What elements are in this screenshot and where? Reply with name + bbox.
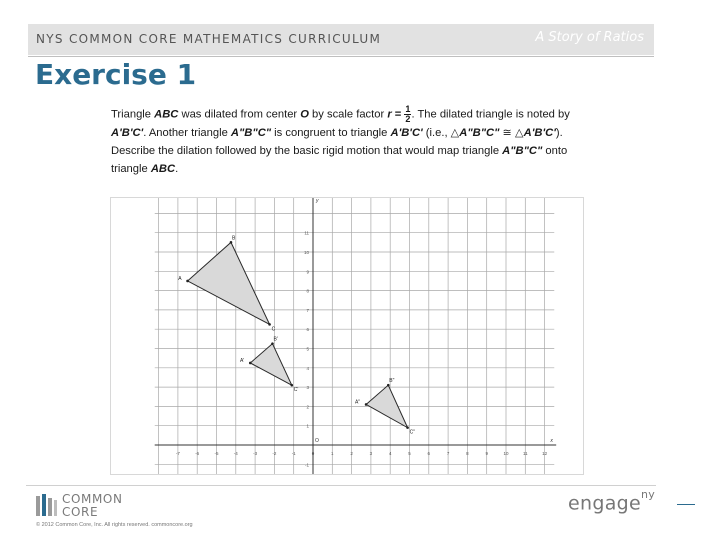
x-tick-label: 11 (522, 451, 528, 456)
x-tick-label: -3 (253, 451, 258, 456)
x-tick-label: 5 (408, 451, 411, 456)
vertex-label: C' (293, 387, 299, 394)
x-tick-label: 0 (311, 451, 315, 456)
origin-label: O (315, 438, 319, 444)
vertex-label: B" (389, 378, 395, 385)
vertex-point (249, 362, 252, 365)
x-tick-label: 3 (369, 451, 373, 456)
x-tick-label: -4 (233, 451, 238, 456)
x-tick-label: -5 (214, 451, 219, 456)
vertex-point (387, 384, 390, 387)
x-tick-label: -1 (291, 451, 296, 456)
vertex-label: C (271, 326, 276, 333)
vertex-point (186, 280, 189, 283)
x-tick-label: 4 (388, 451, 392, 456)
footer-accent-dash (677, 504, 695, 505)
vertex-point (290, 384, 293, 387)
coordinate-graph (110, 197, 584, 475)
y-tick-label: 10 (303, 250, 309, 255)
problem-statement: Triangle ABC was dilated from center O by scale factor r = $\frac{1}{2}$ . The dilated triangle is noted by A'B'C'. Another triangle A"B"C" is congruent to triangle A'B'C' (i.e., △A"B"C" ≅ △A'B'C'). Describe the dilation followed by the basic rigid motion that would map triangle A"B"C" onto triangle ABC. (111, 104, 570, 175)
y-tick-label: 8 (306, 288, 309, 294)
x-tick-label: 8 (466, 451, 469, 456)
x-tick-label: -2 (272, 451, 277, 456)
x-tick-label: 7 (446, 451, 450, 456)
triangle-2 (250, 344, 291, 385)
x-axis-label: x (550, 438, 553, 444)
vertex-label: A (178, 275, 182, 282)
copyright-notice: © 2012 Common Core, Inc. All rights reserved. commoncore.org (36, 522, 193, 528)
x-tick-label: 1 (331, 451, 334, 456)
y-tick-label: -1 (304, 462, 309, 468)
x-tick-label: 2 (350, 451, 353, 456)
module-header: A Story of Ratios (535, 30, 644, 45)
common-core-logo-icon (36, 494, 58, 516)
y-tick-label: 11 (304, 230, 309, 236)
y-tick-label: 5 (306, 346, 309, 352)
logo-text-line2: CORE (62, 505, 99, 519)
y-tick-label: 2 (306, 404, 309, 410)
vertex-point (365, 403, 368, 406)
y-axis-label: y (316, 198, 319, 204)
coordinate-plane (111, 198, 585, 476)
y-tick-label: 3 (306, 385, 309, 391)
x-tick-label: 6 (427, 451, 431, 456)
footer-divider (26, 485, 656, 486)
logo-text-line1: COMMON (62, 492, 123, 506)
y-tick-label: 1 (306, 423, 309, 429)
vertex-label: B' (273, 336, 278, 343)
vertex-label: B (231, 235, 236, 242)
page-title: Exercise 1 (35, 58, 197, 91)
y-tick-label: 9 (306, 269, 309, 275)
x-tick-label: 12 (542, 451, 548, 456)
vertex-label: A' (239, 357, 245, 364)
x-tick-label: 10 (503, 451, 509, 456)
y-tick-label: 4 (306, 365, 309, 371)
curriculum-header: NYS COMMON CORE MATHEMATICS CURRICULUM (36, 32, 382, 46)
vertex-point (230, 241, 233, 244)
y-tick-label: 6 (306, 327, 309, 333)
triangle-1 (188, 242, 270, 324)
header-divider (28, 56, 654, 57)
x-tick-label: 9 (485, 451, 488, 456)
vertex-point (271, 342, 274, 345)
vertex-point (406, 426, 409, 429)
engageny-logo: engage$^{ny}$ (568, 488, 656, 515)
vertex-label: A" (354, 399, 361, 406)
x-tick-label: -6 (195, 451, 200, 456)
x-tick-label: -7 (175, 451, 180, 456)
y-tick-label: 7 (306, 307, 309, 313)
vertex-point (268, 323, 271, 326)
vertex-label: C" (409, 429, 415, 436)
